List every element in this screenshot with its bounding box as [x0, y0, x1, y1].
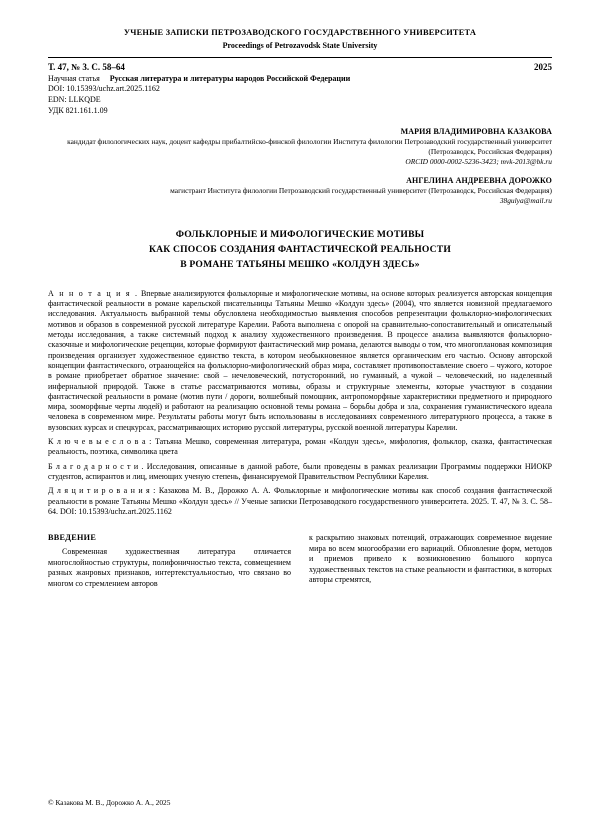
page-title — [48, 228, 552, 273]
journal-subtitle: Proceedings of Petrozavodsk State University — [222, 40, 378, 50]
citation-text: Казакова М. В., Дорожко А. А. Фольклорные и мифологические мотивы как способ создания фантастической реальности в романе Татьяны Мешко «Колдун здесь» // Ученые записки Петрозаводского государственного университета. 2025. Т. 47, № 3. С. 58–64. DOI: 10.15393/uchz.art.2025.1162 — [48, 486, 553, 516]
journal-section: Русская литература и литературы народов Российской Федерации — [109, 73, 351, 83]
authors-list — [48, 127, 552, 206]
citation-paragraph — [48, 486, 552, 517]
abstract-text: Впервые анализируются фольклорные и мифологические мотивы, на основе которых реализуется авторская концепция фантастической реальности в романе карельской писательницы Татьяны Мешко «Колдун здесь» (2004), что является новизной предлагаемого исследования. Актуальность выбранной темы обусловлена необходимостью выявления способов репрезентации фольклорно-мифологических мотивов и образов в современной русской литературе Карелии. Работа выполнена с опорой на сравнительно-сопоставительный и описательный методы исследования, а также системный подход к анализу художественного произведения. В процессе анализа выявляются фольклорно-сказочные и мифологические рецепции, которые формируют фантастический мир романа, делаются выводы о том, что многоплановая композиция произведения организует художественное единство текста, в котором необыкновенное является органическим его частью. Основу авторской концепции фантастического, отраающейся на фольклорно-мифологический образ мира, составляет противопоставление своего – чужого, которое в романе приобретает обратное значение: свой – нечеловеческий, потусторонний, но гуманный, а чужой – человеческий, но наделенный инфернальной природой. Также в статье рассматриваются мотивы, образы и структурные элементы, которые участвуют в создании фантастической реальности в романе (мотив пути / дороги, волшебный помощник, антропоморфные характеристики предметного и природного мира, зооморфные черты людей) и работают на реализацию основной темы романа – борьбы добра и зла, сохранения гуманистического идеала человека в современном мире. Результаты работы могут быть использованы в исследованиях современного литературного процесса, а также в вузовских курсах и спецкурсах, рассматривающих историю русской литературы, русской военной литературы Карелии. — [48, 288, 553, 432]
article-type: Научная статья — [48, 73, 100, 83]
body-column-left — [48, 533, 291, 589]
body-paragraph: Современная художественная литература отличается многослойностью структуры, полифоничностью текста, совмещением разных жанровых признаков, интертекстуальностью, что связано во многом со стремлением авторов — [48, 547, 291, 588]
body-paragraph: к раскрытию знаковых потенций, отражающих современное видение мира во всем многообразии его вариаций. Обновление форм, методов и приемов привело к возникновению большого корпуса художественных текстов на стыке реальности и фантастики, в которых авторы стремятся, — [309, 533, 552, 585]
issue-citation: Т. 47, № 3. С. 58–64 — [48, 61, 125, 72]
author-orcid[interactable]: ORCID 0000-0002-5236-3423; mvk-2013@bk.ru — [405, 157, 552, 166]
abstract-paragraph — [48, 289, 552, 433]
header-divider — [48, 57, 552, 58]
copyright-footer: © Казакова М. В., Дорожко А. А., 2025 — [48, 798, 171, 807]
author-name: АНГЕЛИНА АНДРЕЕВНА ДОРОЖКО — [406, 175, 552, 185]
udk: УДК 821.161.1.09 — [48, 105, 108, 115]
acknowledgement-paragraph — [48, 462, 552, 483]
author-affiliation: кандидат филологических наук, доцент кафедры прибалтийско-финской филологии Института филологии Петрозаводский государственный университет (Петрозаводск, Российская Федерация) — [67, 137, 552, 157]
author-email[interactable]: 38gulya@mail.ru — [499, 196, 552, 206]
body-column-right — [309, 533, 552, 589]
abstract-section — [48, 289, 552, 518]
issue-year: 2025 — [534, 61, 552, 72]
edn[interactable]: EDN: LLKQDE — [48, 95, 101, 105]
article-meta — [48, 74, 552, 117]
citation-label: Д л я ц и т и р о в а н и я : — [48, 486, 156, 496]
keywords-paragraph — [48, 437, 552, 458]
keywords-label: К л ю ч е в ы е с л о в а : — [48, 437, 152, 447]
keywords-text: Татьяна Мешко, современная литература, роман «Колдун здесь», мифология, фольклор, сказка, фантастическая реальность, поэтика, символика цвета — [48, 437, 552, 457]
article-type-row — [48, 74, 552, 85]
author-affiliation: магистрант Института филологии Петрозаводский государственный университет (Петрозаводск, Российская Федерация) — [170, 186, 552, 196]
paper-title-line-2: КАК СПОСОБ СОЗДАНИЯ ФАНТАСТИЧЕСКОЙ РЕАЛЬНОСТИ — [148, 244, 452, 256]
body-columns — [48, 533, 552, 589]
paper-title-line-3: В РОМАНЕ ТАТЬЯНЫ МЕШКО «КОЛДУН ЗДЕСЬ» — [180, 258, 420, 270]
section-heading-introduction: ВВЕДЕНИЕ — [48, 533, 97, 543]
paper-title-line-1: ФОЛЬКЛОРНЫЕ И МИФОЛОГИЧЕСКИЕ МОТИВЫ — [175, 229, 425, 241]
author-name: МАРИЯ ВЛАДИМИРОВНА КАЗАКОВА — [400, 126, 552, 136]
acknowledgement-label: Б л а г о д а р н о с т и . — [48, 461, 144, 471]
journal-title: УЧЕНЫЕ ЗАПИСКИ ПЕТРОЗАВОДСКОГО ГОСУДАРСТВЕННОГО УНИВЕРСИТЕТА — [123, 28, 477, 37]
doi[interactable]: DOI: 10.15393/uchz.art.2025.1162 — [48, 84, 160, 94]
journal-header — [48, 28, 552, 51]
author-entry — [48, 176, 552, 206]
author-entry — [48, 127, 552, 167]
abstract-label: А н н о т а ц и я . — [48, 288, 139, 298]
acknowledgement-text: Исследования, описанные в данной работе, были проведены в рамках реализации Программы поддержки НИОКР студентов, аспирантов и лиц, имеющих ученую степень, финансируемой Правительством Республики Карелия. — [48, 461, 552, 482]
issue-row — [48, 62, 552, 72]
